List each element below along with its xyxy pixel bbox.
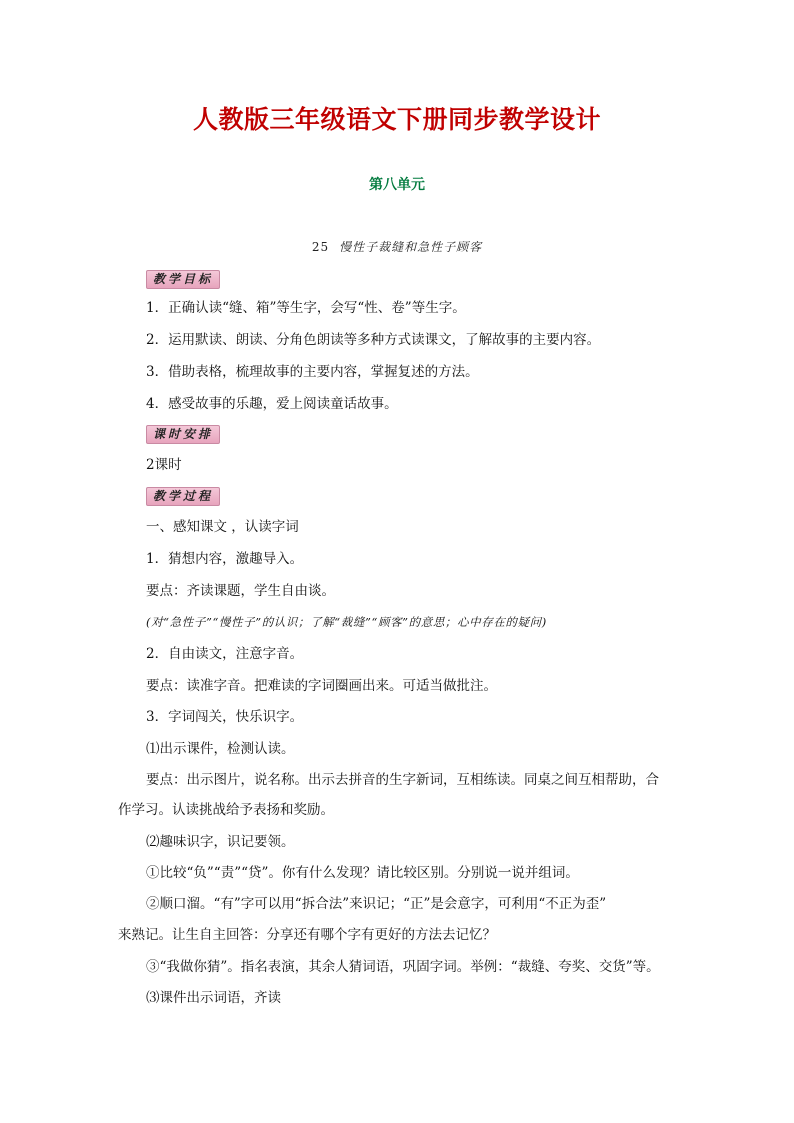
section-tag-process: 教学过程 (146, 487, 220, 506)
process-detail-continued: 来熟记。让生自主回答：分享还有哪个字有更好的方法去记忆？ (118, 927, 496, 943)
process-step: 3．字词闯关，快乐识字。 (146, 709, 304, 725)
goal-item: 4．感受故事的乐趣，爱上阅读童话故事。 (146, 396, 398, 412)
process-substep: ⑴出示课件，检测认读。 (146, 741, 295, 757)
process-substep: ⑶课件出示词语，齐读 (146, 990, 281, 1006)
process-step: 1．猜想内容，激趣导入。 (146, 551, 304, 567)
process-detail: ②顺口溜。“有”字可以用“拆合法”来识记；“正”是会意字，可利用“不正为歪” (146, 896, 607, 912)
process-detail: ③“我做你猜”。指名表演，其余人猜词语，巩固字词。举例：“裁缝、夸奖、交货”等。 (146, 959, 660, 975)
lesson-title: 慢性子裁缝和急性子顾客 (339, 240, 483, 254)
schedule-text: 2课时 (146, 457, 182, 473)
section-tag-schedule: 课时安排 (146, 425, 220, 444)
process-point: 要点：齐读课题，学生自由谈。 (146, 583, 335, 599)
process-point: 要点：读准字音。把难读的字词圈画出来。可适当做批注。 (146, 678, 497, 694)
lesson-heading (0, 238, 794, 255)
lesson-number: 25 (311, 240, 330, 254)
process-part-heading: 一、感知课文 ，认读字词 (146, 519, 299, 535)
goal-item: 3．借助表格，梳理故事的主要内容，掌握复述的方法。 (146, 364, 479, 380)
section-tag-goals: 教学目标 (146, 270, 220, 289)
goal-item: 2．运用默读、朗读、分角色朗读等多种方式读课文，了解故事的主要内容。 (146, 332, 601, 348)
process-substep: ⑵趣味识字，识记要领。 (146, 834, 295, 850)
goal-item: 1．正确认读“缝、箱”等生字，会写“性、卷”等生字。 (146, 300, 466, 316)
process-point: 要点：出示图片，说名称。出示去拼音的生字新词，互相练读。同桌之间互相帮助，合 (146, 772, 659, 788)
process-detail: ①比较“负”“责”“贷”。你有什么发现？请比较区别。分别说一说并组词。 (146, 865, 579, 881)
process-step: 2．自由读文，注意字音。 (146, 646, 304, 662)
unit-heading: 第八单元 (369, 177, 425, 193)
document-title: 人教版三年级语文下册同步教学设计 (192, 105, 601, 134)
process-point-continued: 作学习。认读挑战给予表扬和奖励。 (118, 802, 334, 818)
process-note: (对“急性子”“慢性子”的认识；了解“裁缝”“顾客”的意思；心中存在的疑问) (146, 615, 547, 629)
